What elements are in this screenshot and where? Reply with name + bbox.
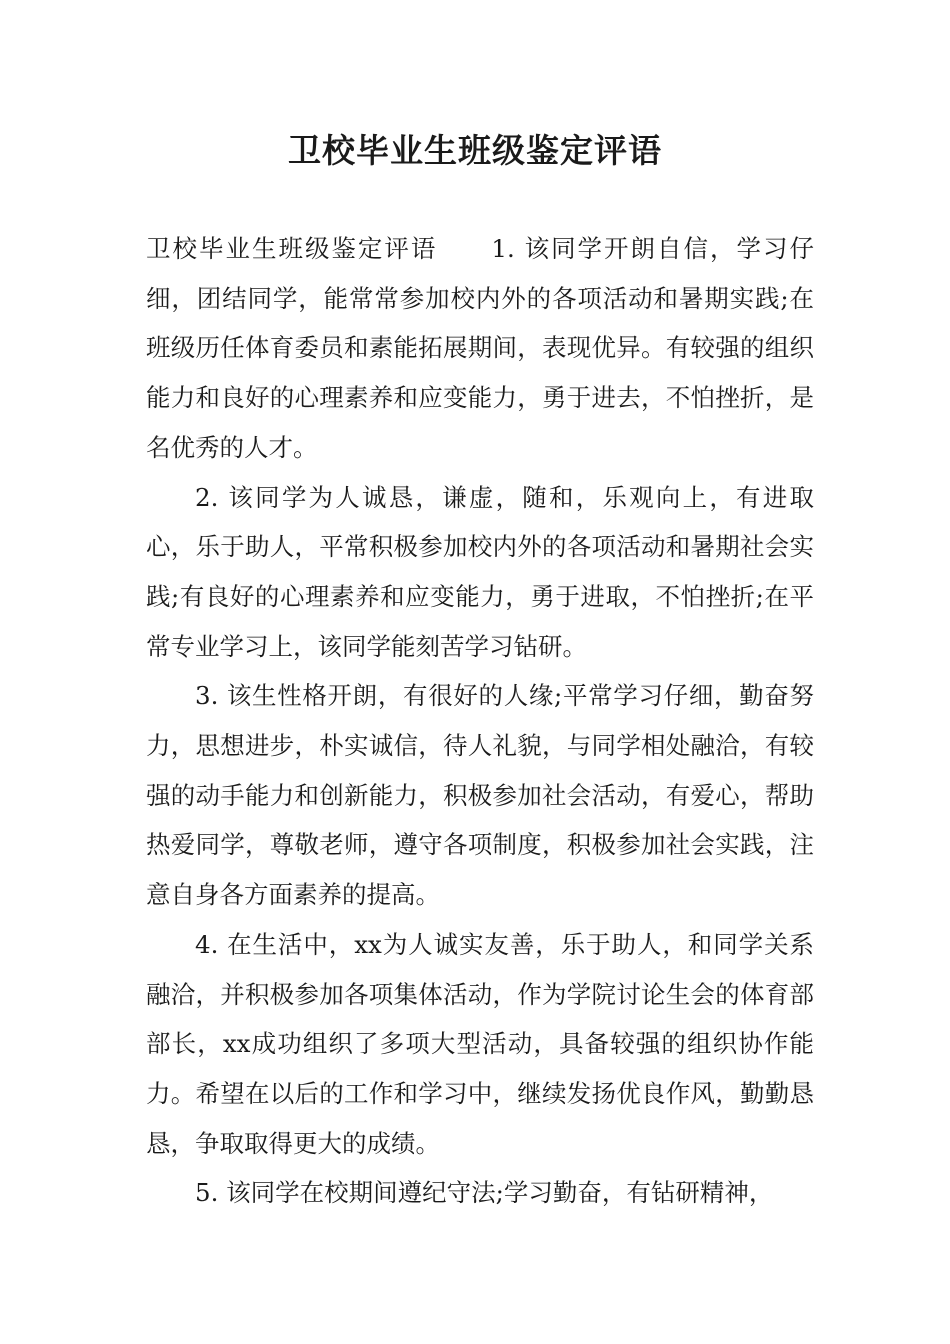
paragraph-3: 3. 该生性格开朗，有很好的人缘;平常学习仔细，勤奋努力，思想进步，朴实诚信，待人礼貌，与同学相处融洽，有较强的动手能力和创新能力，积极参加社会活动，有爱心，帮助热爱同学，尊敬老师，遵守各项制度，积极参加社会实践，注意自身各方面素养的提高。	[146, 681, 814, 910]
paragraph-1	[146, 224, 814, 473]
paragraph-5: 5. 该同学在校期间遵纪守法;学习勤奋，有钻研精神，	[195, 1178, 774, 1208]
document-title: 卫校毕业生班级鉴定评语	[288, 131, 662, 170]
paragraph-4: 4. 在生活中，xx为人诚实友善，乐于助人，和同学关系融洽，并积极参加各项集体活动，作为学院讨论生会的体育部部长，xx成功组织了多项大型活动，具备较强的组织协作能力。希望在以后的工作和学习中，继续发扬优良作风，勤勤恳恳，争取取得更大的成绩。	[146, 929, 814, 1158]
document-body	[146, 224, 814, 1218]
paragraph-2: 2. 该同学为人诚恳，谦虚，随和，乐观向上，有进取心，乐于助人，平常积极参加校内外的各项活动和暑期社会实践;有良好的心理素养和应变能力，勇于进取，不怕挫折;在平常专业学习上，该同学能刻苦学习钻研。	[146, 482, 814, 661]
paragraph-1-text: 1. 该同学开朗自信，学习仔细，团结同学，能常常参加校内外的各项活动和暑期实践;在班级历任体育委员和素能拓展期间，表现优异。有较强的组织能力和良好的心理素养和应变能力，勇于进去，不怕挫折，是名优秀的人才。	[146, 234, 814, 462]
lead-title: 卫校毕业生班级鉴定评语	[146, 234, 438, 263]
